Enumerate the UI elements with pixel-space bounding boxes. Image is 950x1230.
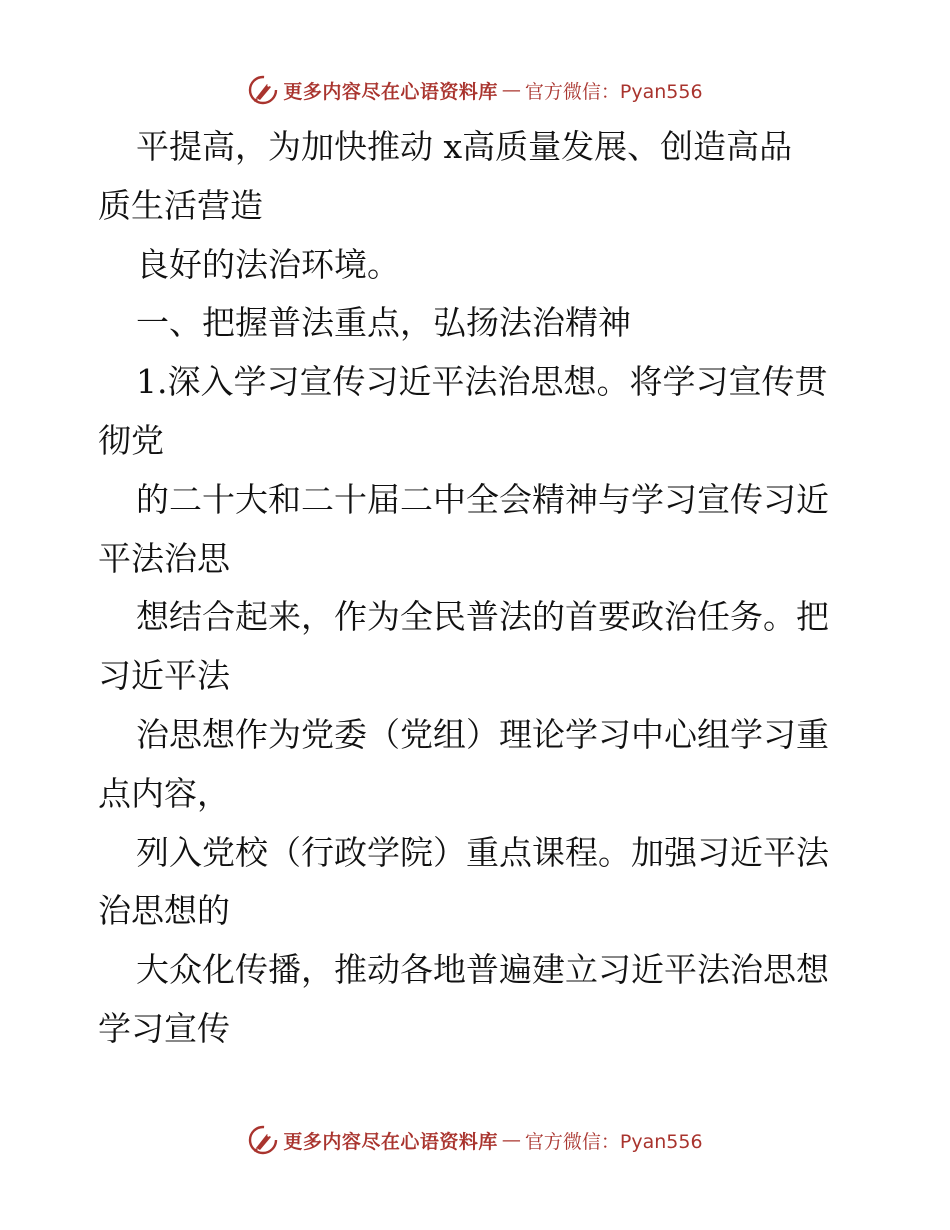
body-line: 点内容， [98, 773, 230, 813]
header-banner-content [247, 74, 702, 106]
footer-banner-text: 更多内容尽在心语资料库 [283, 1130, 498, 1153]
body-line: 良好的法治环境。 [136, 244, 400, 284]
body-line: 学习宣传 [98, 1008, 230, 1048]
footer-banner-dash: — [501, 1129, 521, 1151]
body-line: 1.深入学习宣传习近平法治思想。将学习宣传贯 [136, 362, 828, 402]
header-banner-text: 更多内容尽在心语资料库 [283, 80, 498, 103]
section-heading: 一、把握普法重点，弘扬法治精神 [136, 303, 631, 343]
pen-circle-logo-icon [247, 74, 279, 106]
body-line: 治思想作为党委（党组）理论学习中心组学习重 [136, 714, 829, 754]
pen-circle-logo-icon [247, 1124, 279, 1156]
body-line: 彻党 [98, 420, 164, 460]
header-banner [0, 72, 950, 108]
body-line: 习近平法 [98, 656, 230, 696]
body-line: 质生活营造 [98, 185, 263, 225]
body-line: 的二十大和二十届二中全会精神与学习宣传习近 [136, 479, 829, 519]
footer-banner [0, 1122, 950, 1158]
header-banner-dash: — [501, 79, 521, 101]
header-banner-contact: 官方微信：Pyan556 [524, 80, 703, 103]
body-line: 治思想的 [98, 891, 230, 931]
footer-banner-content [247, 1124, 702, 1156]
body-line: 平提高，为加快推动 x高质量发展、创造高品 [136, 127, 793, 166]
footer-banner-contact: 官方微信：Pyan556 [524, 1130, 703, 1153]
body-line: 列入党校（行政学院）重点课程。加强习近平法 [136, 832, 829, 872]
body-line: 想结合起来，作为全民普法的首要政治任务。把 [136, 597, 829, 637]
body-line: 大众化传播，推动各地普遍建立习近平法治思想 [136, 950, 829, 990]
document-body [98, 118, 858, 1059]
body-line: 平法治思 [98, 538, 230, 578]
